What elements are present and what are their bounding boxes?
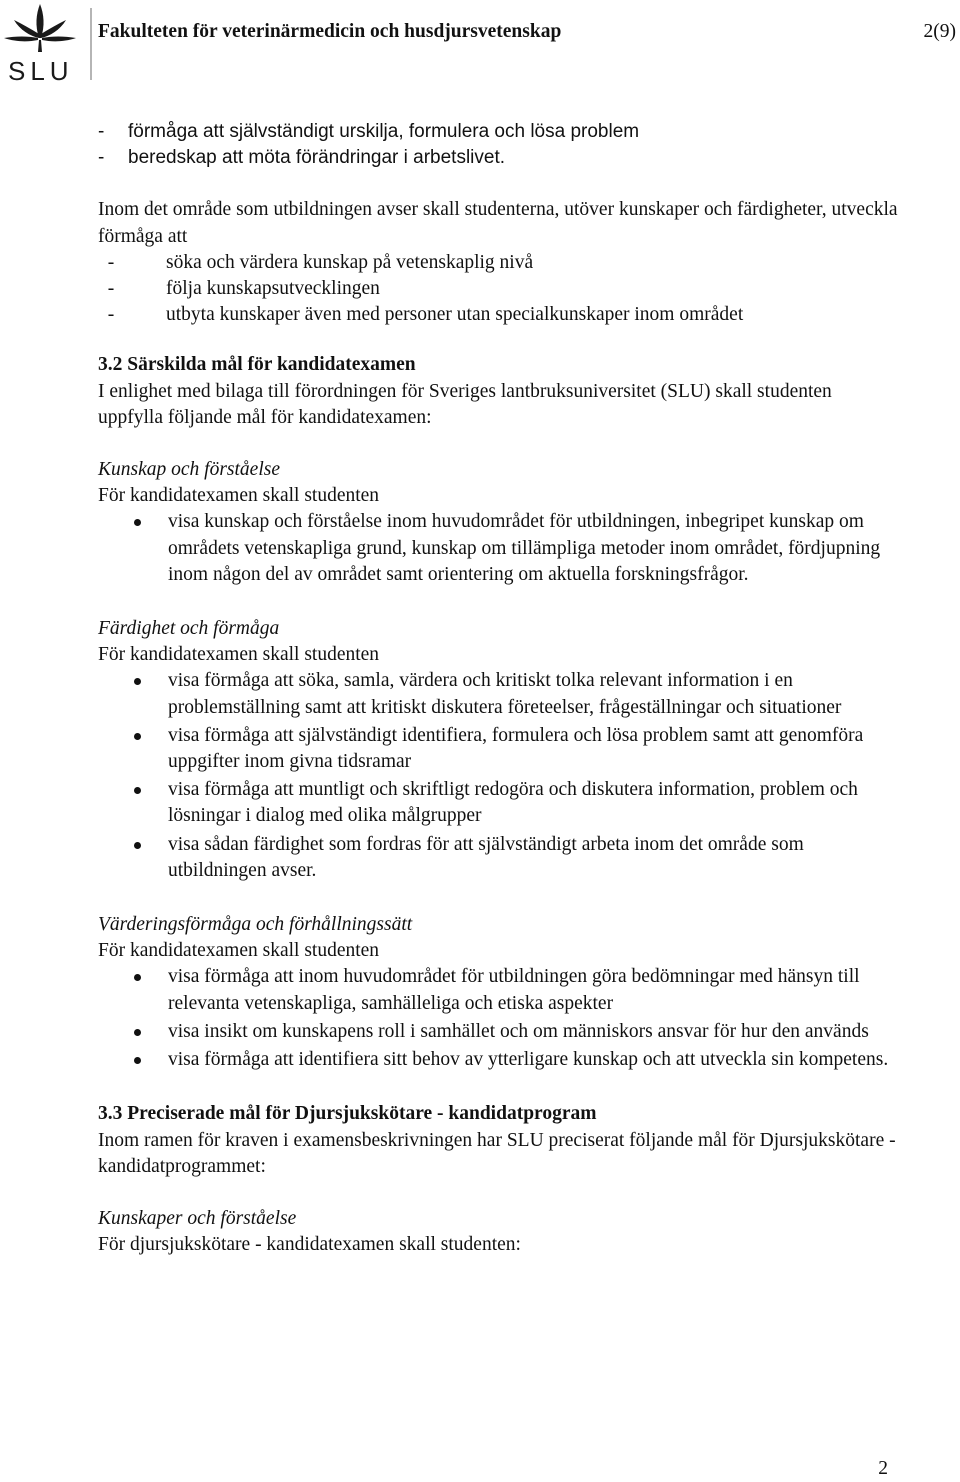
dash-marker: - <box>98 121 105 142</box>
header-page-indicator: 2(9) <box>923 21 956 42</box>
header-divider <box>90 8 92 80</box>
header-faculty-title: Fakulteten för veterinärmedicin och husdjursvetenskap <box>98 21 562 42</box>
bullet-icon <box>134 1057 141 1064</box>
dash-item-text: följa kunskapsutvecklingen <box>166 278 380 300</box>
spacer <box>98 171 898 197</box>
section-3-3-subtitle: Kunskaper och förståelse <box>98 1207 297 1229</box>
logo-wordmark: SLU <box>8 56 74 86</box>
section-3-3-intro: Inom ramen för kraven i examensbeskrivningen har SLU preciserat följande mål för Djursjukskötare - kandidatprogrammet: <box>98 1129 896 1177</box>
bullet-icon <box>134 974 141 981</box>
dash-item <box>98 145 898 171</box>
list-item <box>98 832 898 884</box>
dash-item-text: beredskap att möta förändringar i arbetslivet. <box>128 147 506 169</box>
knowledge-bullet-list <box>98 509 898 588</box>
list-item <box>98 723 898 775</box>
dash-marker: - <box>98 278 115 300</box>
document-body <box>98 119 898 1258</box>
spacer <box>98 1180 898 1206</box>
spacer <box>98 1075 898 1101</box>
list-item-text: visa förmåga att identifiera sitt behov av ytterligare kunskap och att utveckla sin kompetens. <box>168 1049 889 1071</box>
knowledge-lead: För kandidatexamen skall studenten <box>98 485 380 507</box>
dash-item-text: utbyta kunskaper även med personer utan specialkunskaper inom området <box>166 304 744 326</box>
bullet-icon <box>134 1029 141 1036</box>
section-3-3-lead: För djursjukskötare - kandidatexamen skall studenten: <box>98 1234 521 1256</box>
spacer <box>98 886 898 912</box>
bullet-icon <box>134 678 141 685</box>
list-item-text: visa insikt om kunskapens roll i samhället och om människors ansvar för hur den används <box>168 1020 869 1042</box>
dash-item <box>98 119 898 145</box>
bullet-icon <box>134 733 141 740</box>
list-item-text: visa förmåga att inom huvudområdet för utbildningen göra bedömningar med hänsyn till relevanta vetenskapliga, samhälleliga och etiska aspekter <box>168 966 860 1014</box>
section-3-2-heading: 3.2 Särskilda mål för kandidatexamen <box>98 354 416 376</box>
dash-item <box>98 276 898 302</box>
intro-dash-list <box>98 119 898 171</box>
bullet-icon <box>134 842 141 849</box>
dash-marker: - <box>98 251 115 273</box>
area-dash-list <box>98 250 898 329</box>
list-item <box>98 964 898 1016</box>
spacer <box>98 590 898 616</box>
dash-marker: - <box>98 304 115 326</box>
list-item <box>98 1019 898 1045</box>
section-3-2-intro: I enlighet med bilaga till förordningen för Sveriges lantbruksuniversitet (SLU) skall studenten uppfylla följande mål för kandidatexamen: <box>98 380 832 428</box>
bullet-icon <box>134 787 141 794</box>
values-subtitle: Värderingsförmåga och förhållningssätt <box>98 914 413 936</box>
skills-bullet-list <box>98 668 898 884</box>
footer-page-number: 2 <box>878 1458 888 1479</box>
spacer <box>98 336 898 344</box>
dash-item <box>98 302 898 328</box>
spacer <box>98 344 898 352</box>
list-item-text: visa kunskap och förståelse inom huvudområdet för utbildningen, inbegripet kunskap om områdets vetenskapliga grund, kunskap om tillämpliga metoder inom området, fördjupning inom någon del av området samt orientering om aktuella forskningsfrågor. <box>168 511 881 585</box>
list-item-text: visa förmåga att söka, samla, värdera och kritiskt tolka relevant information i en problemställning samt att kritiskt diskutera företeelser, frågeställningar och situationer <box>168 670 842 718</box>
list-item <box>98 1047 898 1073</box>
values-lead: För kandidatexamen skall studenten <box>98 940 380 962</box>
dash-marker: - <box>98 147 105 169</box>
list-item-text: visa sådan färdighet som fordras för att självständigt arbeta inom det område som utbildningen avser. <box>168 833 804 881</box>
skills-lead: För kandidatexamen skall studenten <box>98 644 380 666</box>
spacer <box>98 431 898 457</box>
skills-subtitle: Färdighet och förmåga <box>98 618 280 640</box>
dash-item <box>98 250 898 276</box>
spacer <box>98 328 898 336</box>
list-item-text: visa förmåga att muntligt och skriftligt redogöra och diskutera information, problem och lösningar i dialog med olika målgrupper <box>168 779 858 827</box>
list-item <box>98 509 898 588</box>
list-item <box>98 777 898 829</box>
area-paragraph: Inom det område som utbildningen avser skall studenterna, utöver kunskaper och färdigheter, utveckla förmåga att <box>98 199 898 247</box>
dash-item-text: förmåga att självständigt urskilja, formulera och lösa problem <box>128 121 640 142</box>
values-bullet-list <box>98 964 898 1073</box>
knowledge-subtitle: Kunskap och förståelse <box>98 459 280 481</box>
list-item <box>98 668 898 720</box>
section-3-3-heading: 3.3 Preciserade mål för Djursjukskötare - kandidatprogram <box>98 1103 597 1125</box>
slu-leaf-emblem-icon <box>0 0 80 58</box>
bullet-icon <box>134 519 141 526</box>
slu-logo <box>0 0 80 85</box>
dash-item-text: söka och värdera kunskap på vetenskaplig nivå <box>166 251 534 273</box>
list-item-text: visa förmåga att självständigt identifiera, formulera och lösa problem samt att genomföra uppgifter inom givna tidsramar <box>168 724 864 773</box>
